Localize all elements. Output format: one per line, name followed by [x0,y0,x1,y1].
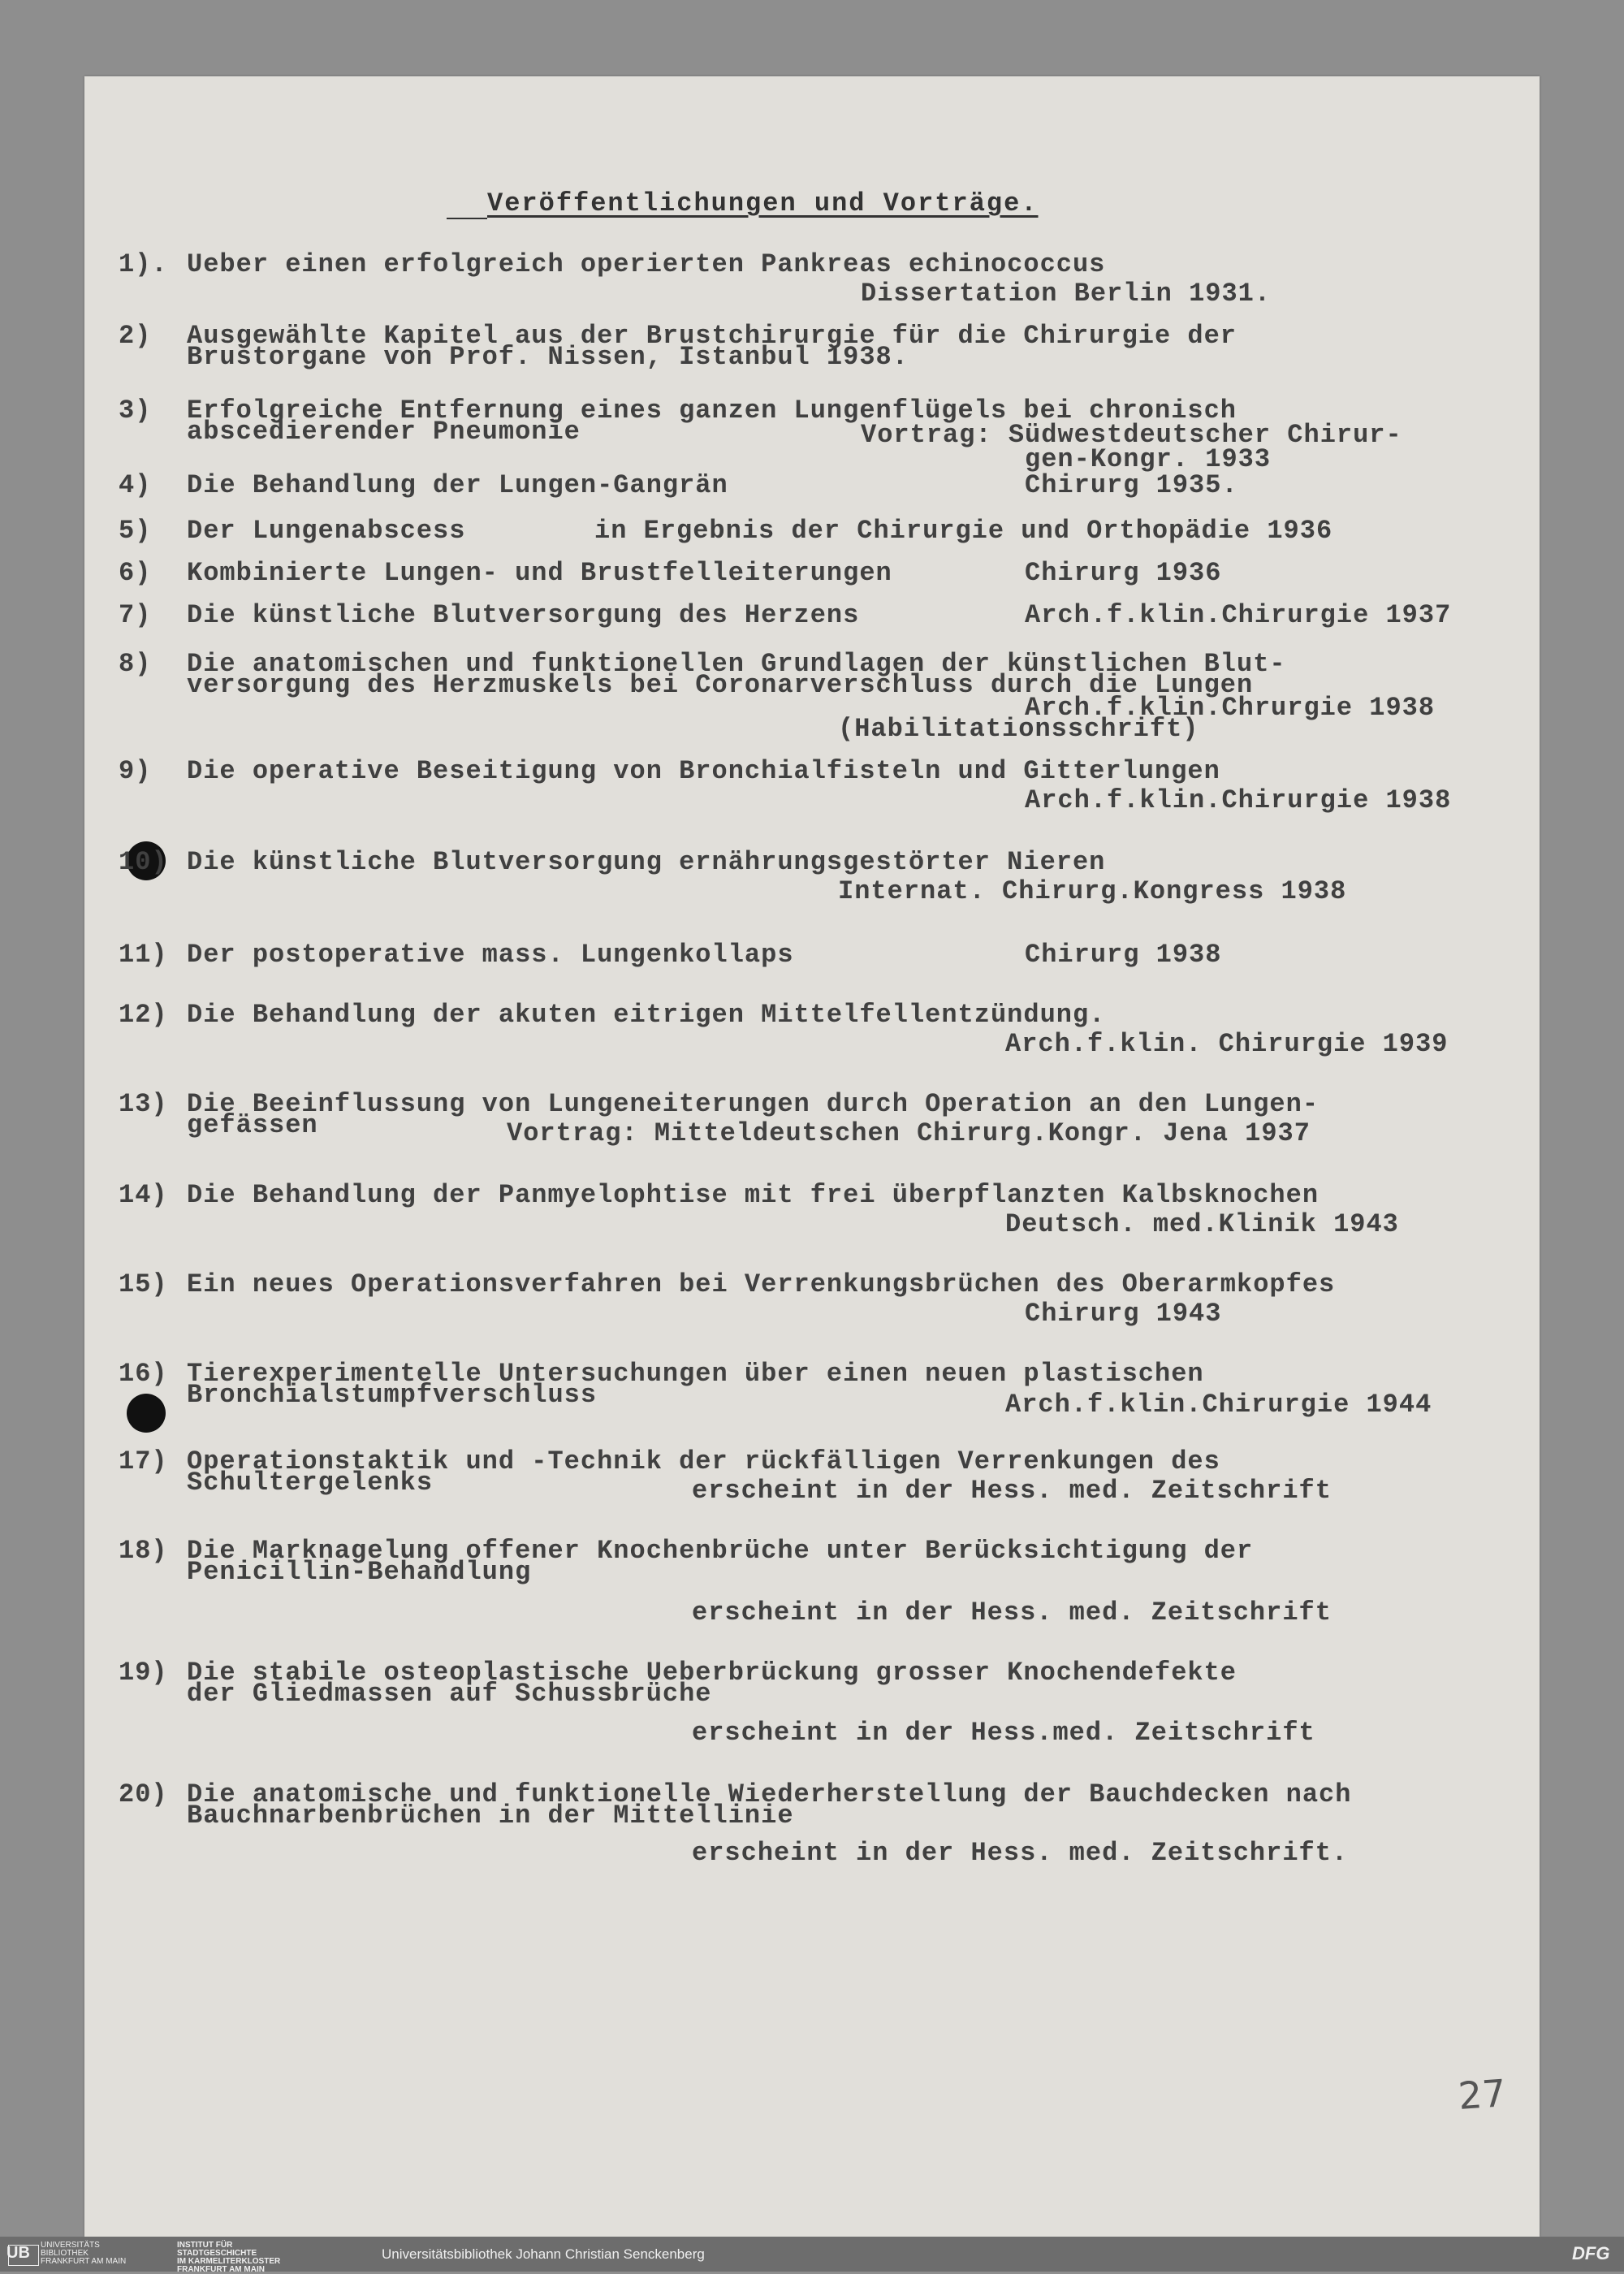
entry-source-line: Arch.f.klin.Chirurgie 1938 [1025,785,1452,815]
entry-number: 10) [119,847,168,877]
entry-title-line: Ueber einen erfolgreich operierten Pankreas echinococcus [187,249,1106,279]
entry-title-line: Tierexperimentelle Untersuchungen über einen neuen plastischen [187,1359,1204,1389]
entry-source-line: Deutsch. med.Klinik 1943 [1005,1209,1399,1239]
entry-title-line: Bronchialstumpfverschluss [187,1380,598,1410]
entry-number: 13) [119,1089,168,1119]
entry-title-line: Die Behandlung der Panmyelophtise mit frei überpflanzten Kalbsknochen [187,1180,1320,1210]
entry-title-line: Brustorgane von Prof. Nissen, Istanbul 1938. [187,342,909,372]
entry-number: 20) [119,1779,168,1809]
entry-title-line: Der Lungenabscess [187,516,466,546]
entry-title-line: Die künstliche Blutversorgung ernährungsgestörter Nieren [187,847,1106,877]
entry-source-line: erscheint in der Hess. med. Zeitschrift [692,1476,1332,1506]
entry-source-line: erscheint in der Hess. med. Zeitschrift [692,1597,1332,1628]
entry-source-line: erscheint in der Hess.med. Zeitschrift [692,1718,1315,1748]
entry-title-line: versorgung des Herzmuskels bei Coronarverschluss durch die Lungen [187,670,1254,700]
entry-title-line: Die operative Beseitigung von Bronchialfisteln und Gitterlungen [187,756,1220,786]
entry-title-line: Kombinierte Lungen- und Brustfelleiterungen [187,558,892,588]
ub-label: UNIVERSITÄTS BIBLIOTHEK FRANKFURT AM MAIN [41,2241,127,2266]
entry-title-line: Operationstaktik und -Technik der rückfälligen Verrenkungen des [187,1446,1220,1476]
entry-number: 4) [119,470,152,500]
entry-number: 11) [119,940,168,970]
entry-number: 6) [119,558,152,588]
entry-title-line: Die Behandlung der akuten eitrigen Mittelfellentzündung. [187,1000,1106,1030]
entry-number: 19) [119,1658,168,1688]
entry-number: 14) [119,1180,168,1210]
entry-number: 16) [119,1359,168,1389]
entry-source-line: Arch.f.klin.Chrurgie 1938 [1025,693,1436,723]
entry-number: 1). [119,249,168,279]
entry-title-line: Erfolgreiche Entfernung eines ganzen Lungenflügels bei chronisch [187,396,1237,426]
footer-bar [0,2237,1624,2272]
entry-title-line: Die künstliche Blutversorgung des Herzens [187,600,860,630]
entry-number: 15) [119,1269,168,1299]
entry-title-line: Ausgewählte Kapitel aus der Brustchirurgie für die Chirurgie der [187,321,1237,351]
entry-title-line: Die stabile osteoplastische Ueberbrückung grosser Knochendefekte [187,1658,1237,1688]
entry-source-line: Dissertation Berlin 1931. [861,279,1272,309]
entry-number: 8) [119,649,152,679]
dfg-logo: DFG [1572,2243,1610,2263]
entry-title-line: Die anatomischen und funktionellen Grundlagen der künstlichen Blut- [187,649,1286,679]
document-title: Veröffentlichungen und Vorträge. [487,188,1039,218]
entry-source-line: Chirurg 1936 [1025,558,1222,588]
entry-title-line: Penicillin-Behandlung [187,1557,532,1587]
entry-number: 17) [119,1446,168,1476]
entry-number: 3) [119,396,152,426]
entry-number: 5) [119,516,152,546]
entry-source-line: (Habilitationsschrift) [838,714,1199,744]
entry-title-line: Schultergelenks [187,1468,434,1498]
entry-source-line: Chirurg 1943 [1025,1299,1222,1329]
entry-title-line: Die Behandlung der Lungen-Gangrän [187,470,728,500]
entry-source-line: gen-Kongr. 1933 [1025,444,1272,474]
entry-number: 9) [119,756,152,786]
entry-title-line: abscedierender Pneumonie [187,417,581,447]
entry-source-line: Arch.f.klin.Chirurgie 1944 [1005,1390,1432,1420]
handwritten-page-number: 27 [1457,2071,1508,2118]
entry-source-line: Chirurg 1938 [1025,940,1222,970]
entry-title-line: der Gliedmassen auf Schussbrüche [187,1679,712,1709]
entry-title-line: Die Marknagelung offener Knochenbrüche unter Berücksichtigung der [187,1536,1254,1566]
entry-title-line: Bauchnarbenbrüchen in der Mittellinie [187,1801,794,1831]
entry-number: 7) [119,600,152,630]
entry-title-line: Die Beeinflussung von Lungeneiterungen durch Operation an den Lungen- [187,1089,1320,1119]
entry-source-line: Vortrag: Mitteldeutschen Chirurg.Kongr. Jena 1937 [507,1118,1311,1148]
entry-source-line: in Ergebnis der Chirurgie und Orthopädie 1936 [594,516,1333,546]
entry-source-line: Vortrag: Südwestdeutscher Chirur- [861,420,1402,450]
entry-source-line: Internat. Chirurg.Kongress 1938 [838,876,1347,906]
entry-title-line: Ein neues Operationsverfahren bei Verrenkungsbrüchen des Oberarmkopfes [187,1269,1336,1299]
entry-title-line: Der postoperative mass. Lungenkollaps [187,940,794,970]
entry-source-line: Arch.f.klin. Chirurgie 1939 [1005,1029,1449,1059]
entry-source-line: Chirurg 1935. [1025,470,1238,500]
entry-title-line: gefässen [187,1110,318,1140]
ub-logo: UB [6,2244,30,2262]
entry-source-line: erscheint in der Hess. med. Zeitschrift. [692,1838,1349,1868]
library-name: Universitätsbibliothek Johann Christian Senckenberg [382,2246,705,2262]
isg-label: INSTITUT FÜR STADTGESCHICHTE IM KARMELITERKLOSTER FRANKFURT AM MAIN [177,2241,281,2274]
entry-number: 12) [119,1000,168,1030]
entry-title-line: Die anatomische und funktionelle Wiederherstellung der Bauchdecken nach [187,1779,1352,1809]
entry-number: 18) [119,1536,168,1566]
entry-number: 2) [119,321,152,351]
entry-source-line: Arch.f.klin.Chirurgie 1937 [1025,600,1452,630]
punch-hole-bottom [127,1394,166,1433]
